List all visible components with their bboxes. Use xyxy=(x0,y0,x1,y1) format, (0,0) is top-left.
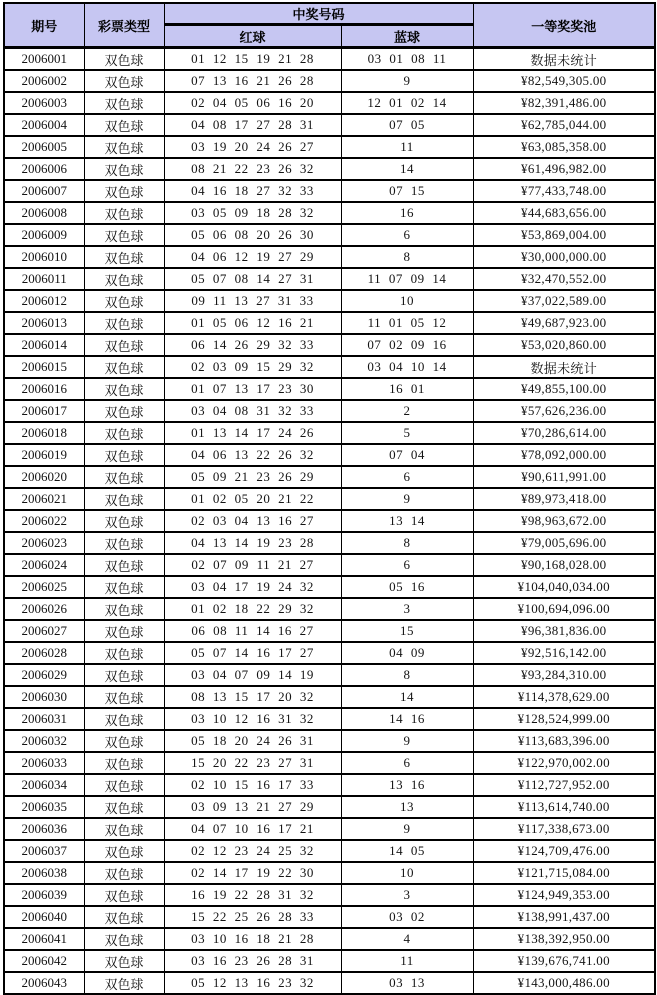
blue-balls-cell: 11 01 05 12 xyxy=(341,312,473,334)
red-balls-cell: 04 08 17 27 28 31 xyxy=(164,114,341,136)
prize-pool-cell: ¥49,687,923.00 xyxy=(473,312,655,334)
red-balls-cell: 15 20 22 23 27 31 xyxy=(164,752,341,774)
lottery-type-cell: 双色球 xyxy=(84,818,164,840)
prize-pool-cell: ¥82,391,486.00 xyxy=(473,92,655,114)
issue-cell: 2006001 xyxy=(4,48,84,71)
table-row xyxy=(4,752,655,774)
lottery-type-cell: 双色球 xyxy=(84,532,164,554)
red-balls-cell: 06 14 26 29 32 33 xyxy=(164,334,341,356)
lottery-type-cell: 双色球 xyxy=(84,774,164,796)
lottery-type-cell: 双色球 xyxy=(84,268,164,290)
red-balls-cell: 05 09 21 23 26 29 xyxy=(164,466,341,488)
red-balls-cell: 02 03 04 13 16 27 xyxy=(164,510,341,532)
red-balls-cell: 16 19 22 28 31 32 xyxy=(164,884,341,906)
prize-pool-cell: ¥124,709,476.00 xyxy=(473,840,655,862)
lottery-type-cell: 双色球 xyxy=(84,686,164,708)
lottery-type-cell: 双色球 xyxy=(84,422,164,444)
lottery-type-cell: 双色球 xyxy=(84,224,164,246)
blue-balls-cell: 9 xyxy=(341,70,473,92)
red-balls-cell: 02 12 23 24 25 32 xyxy=(164,840,341,862)
issue-cell: 2006022 xyxy=(4,510,84,532)
prize-pool-cell: ¥139,676,741.00 xyxy=(473,950,655,972)
table-row xyxy=(4,488,655,510)
prize-pool-cell: ¥117,338,673.00 xyxy=(473,818,655,840)
table-row xyxy=(4,730,655,752)
lottery-type-cell: 双色球 xyxy=(84,576,164,598)
blue-balls-cell: 13 xyxy=(341,796,473,818)
blue-balls-cell: 13 14 xyxy=(341,510,473,532)
red-balls-cell: 06 08 11 14 16 27 xyxy=(164,620,341,642)
prize-pool-cell: ¥32,470,552.00 xyxy=(473,268,655,290)
prize-pool-cell: ¥62,785,044.00 xyxy=(473,114,655,136)
issue-cell: 2006015 xyxy=(4,356,84,378)
issue-cell: 2006037 xyxy=(4,840,84,862)
table-row xyxy=(4,334,655,356)
table-row xyxy=(4,510,655,532)
issue-cell: 2006003 xyxy=(4,92,84,114)
prize-pool-cell: ¥121,715,084.00 xyxy=(473,862,655,884)
prize-pool-cell: ¥96,381,836.00 xyxy=(473,620,655,642)
blue-balls-cell: 14 16 xyxy=(341,708,473,730)
table-header xyxy=(4,3,655,48)
red-balls-cell: 15 22 25 26 28 33 xyxy=(164,906,341,928)
prize-pool-cell: ¥53,869,004.00 xyxy=(473,224,655,246)
table-row xyxy=(4,48,655,71)
lottery-type-cell: 双色球 xyxy=(84,862,164,884)
prize-pool-cell: ¥98,963,672.00 xyxy=(473,510,655,532)
issue-cell: 2006030 xyxy=(4,686,84,708)
blue-balls-cell: 03 04 10 14 xyxy=(341,356,473,378)
prize-pool-cell: ¥78,092,000.00 xyxy=(473,444,655,466)
issue-cell: 2006016 xyxy=(4,378,84,400)
red-balls-cell: 03 04 08 31 32 33 xyxy=(164,400,341,422)
prize-pool-cell: ¥89,973,418.00 xyxy=(473,488,655,510)
red-balls-cell: 04 16 18 27 32 33 xyxy=(164,180,341,202)
prize-pool-cell: ¥113,614,740.00 xyxy=(473,796,655,818)
prize-pool-cell: ¥82,549,305.00 xyxy=(473,70,655,92)
lottery-type-cell: 双色球 xyxy=(84,202,164,224)
lottery-type-cell: 双色球 xyxy=(84,972,164,994)
prize-pool-cell: ¥138,392,950.00 xyxy=(473,928,655,950)
table-row xyxy=(4,400,655,422)
prize-pool-cell: ¥114,378,629.00 xyxy=(473,686,655,708)
red-balls-cell: 02 10 15 16 17 33 xyxy=(164,774,341,796)
table-row xyxy=(4,950,655,972)
table-row xyxy=(4,92,655,114)
red-balls-cell: 02 04 05 06 16 20 xyxy=(164,92,341,114)
red-balls-cell: 07 13 16 21 26 28 xyxy=(164,70,341,92)
table-row xyxy=(4,532,655,554)
prize-pool-cell: ¥30,000,000.00 xyxy=(473,246,655,268)
issue-cell: 2006026 xyxy=(4,598,84,620)
blue-balls-cell: 5 xyxy=(341,422,473,444)
blue-balls-cell: 9 xyxy=(341,818,473,840)
blue-balls-cell: 3 xyxy=(341,884,473,906)
red-balls-cell: 04 13 14 19 23 28 xyxy=(164,532,341,554)
issue-cell: 2006013 xyxy=(4,312,84,334)
red-balls-cell: 05 07 08 14 27 31 xyxy=(164,268,341,290)
issue-cell: 2006023 xyxy=(4,532,84,554)
issue-cell: 2006039 xyxy=(4,884,84,906)
table-row xyxy=(4,708,655,730)
blue-balls-cell: 05 16 xyxy=(341,576,473,598)
issue-cell: 2006002 xyxy=(4,70,84,92)
lottery-type-cell: 双色球 xyxy=(84,334,164,356)
issue-cell: 2006032 xyxy=(4,730,84,752)
lottery-type-cell: 双色球 xyxy=(84,510,164,532)
blue-balls-cell: 4 xyxy=(341,928,473,950)
col-header-blue-balls: 蓝球 xyxy=(341,25,473,48)
red-balls-cell: 04 06 12 19 27 29 xyxy=(164,246,341,268)
lottery-type-cell: 双色球 xyxy=(84,114,164,136)
lottery-type-cell: 双色球 xyxy=(84,708,164,730)
table-body xyxy=(4,48,655,995)
table-row xyxy=(4,686,655,708)
prize-pool-cell: ¥92,516,142.00 xyxy=(473,642,655,664)
table-row xyxy=(4,796,655,818)
red-balls-cell: 04 06 13 22 26 32 xyxy=(164,444,341,466)
blue-balls-cell: 6 xyxy=(341,752,473,774)
table-row xyxy=(4,114,655,136)
prize-pool-cell: ¥112,727,952.00 xyxy=(473,774,655,796)
table-row xyxy=(4,620,655,642)
blue-balls-cell: 2 xyxy=(341,400,473,422)
prize-pool-cell: ¥90,611,991.00 xyxy=(473,466,655,488)
blue-balls-cell: 13 16 xyxy=(341,774,473,796)
blue-balls-cell: 04 09 xyxy=(341,642,473,664)
lottery-type-cell: 双色球 xyxy=(84,840,164,862)
lottery-type-cell: 双色球 xyxy=(84,466,164,488)
red-balls-cell: 01 05 06 12 16 21 xyxy=(164,312,341,334)
table-row xyxy=(4,268,655,290)
prize-pool-cell: ¥128,524,999.00 xyxy=(473,708,655,730)
issue-cell: 2006042 xyxy=(4,950,84,972)
blue-balls-cell: 11 xyxy=(341,136,473,158)
prize-pool-cell: ¥44,683,656.00 xyxy=(473,202,655,224)
red-balls-cell: 02 03 09 15 29 32 xyxy=(164,356,341,378)
issue-cell: 2006021 xyxy=(4,488,84,510)
blue-balls-cell: 16 xyxy=(341,202,473,224)
prize-pool-cell: ¥100,694,096.00 xyxy=(473,598,655,620)
red-balls-cell: 05 18 20 24 26 31 xyxy=(164,730,341,752)
issue-cell: 2006028 xyxy=(4,642,84,664)
table-row xyxy=(4,840,655,862)
table-row xyxy=(4,202,655,224)
red-balls-cell: 01 07 13 17 23 30 xyxy=(164,378,341,400)
lottery-type-cell: 双色球 xyxy=(84,70,164,92)
blue-balls-cell: 3 xyxy=(341,598,473,620)
prize-pool-cell: ¥104,040,034.00 xyxy=(473,576,655,598)
blue-balls-cell: 15 xyxy=(341,620,473,642)
table-row xyxy=(4,884,655,906)
blue-balls-cell: 11 xyxy=(341,950,473,972)
prize-pool-cell: ¥61,496,982.00 xyxy=(473,158,655,180)
lottery-type-cell: 双色球 xyxy=(84,136,164,158)
issue-cell: 2006006 xyxy=(4,158,84,180)
issue-cell: 2006008 xyxy=(4,202,84,224)
table-row xyxy=(4,928,655,950)
table-row xyxy=(4,906,655,928)
issue-cell: 2006010 xyxy=(4,246,84,268)
table-row xyxy=(4,70,655,92)
issue-cell: 2006034 xyxy=(4,774,84,796)
lottery-type-cell: 双色球 xyxy=(84,950,164,972)
red-balls-cell: 05 07 14 16 17 27 xyxy=(164,642,341,664)
prize-pool-cell: ¥93,284,310.00 xyxy=(473,664,655,686)
lottery-type-cell: 双色球 xyxy=(84,730,164,752)
prize-pool-cell: ¥70,286,614.00 xyxy=(473,422,655,444)
blue-balls-cell: 03 02 xyxy=(341,906,473,928)
prize-pool-cell: ¥49,855,100.00 xyxy=(473,378,655,400)
red-balls-cell: 03 10 16 18 21 28 xyxy=(164,928,341,950)
lottery-type-cell: 双色球 xyxy=(84,620,164,642)
issue-cell: 2006018 xyxy=(4,422,84,444)
issue-cell: 2006041 xyxy=(4,928,84,950)
prize-pool-cell: ¥124,949,353.00 xyxy=(473,884,655,906)
issue-cell: 2006031 xyxy=(4,708,84,730)
blue-balls-cell: 6 xyxy=(341,554,473,576)
blue-balls-cell: 14 05 xyxy=(341,840,473,862)
col-header-prize-pool: 一等奖奖池 xyxy=(473,3,655,48)
prize-pool-cell: ¥138,991,437.00 xyxy=(473,906,655,928)
red-balls-cell: 02 14 17 19 22 30 xyxy=(164,862,341,884)
lottery-type-cell: 双色球 xyxy=(84,246,164,268)
table-row xyxy=(4,466,655,488)
red-balls-cell: 01 02 05 20 21 22 xyxy=(164,488,341,510)
blue-balls-cell: 07 15 xyxy=(341,180,473,202)
red-balls-cell: 01 12 15 19 21 28 xyxy=(164,48,341,71)
issue-cell: 2006027 xyxy=(4,620,84,642)
issue-cell: 2006036 xyxy=(4,818,84,840)
table-row xyxy=(4,378,655,400)
issue-cell: 2006014 xyxy=(4,334,84,356)
table-row xyxy=(4,598,655,620)
red-balls-cell: 05 12 13 16 23 32 xyxy=(164,972,341,994)
blue-balls-cell: 03 01 08 11 xyxy=(341,48,473,71)
blue-balls-cell: 07 02 09 16 xyxy=(341,334,473,356)
issue-cell: 2006019 xyxy=(4,444,84,466)
red-balls-cell: 02 07 09 11 21 27 xyxy=(164,554,341,576)
blue-balls-cell: 10 xyxy=(341,290,473,312)
lottery-type-cell: 双色球 xyxy=(84,92,164,114)
prize-pool-cell: ¥77,433,748.00 xyxy=(473,180,655,202)
table-row xyxy=(4,576,655,598)
blue-balls-cell: 9 xyxy=(341,730,473,752)
red-balls-cell: 03 09 13 21 27 29 xyxy=(164,796,341,818)
lottery-type-cell: 双色球 xyxy=(84,554,164,576)
blue-balls-cell: 8 xyxy=(341,664,473,686)
lottery-results-table xyxy=(3,2,656,995)
prize-pool-cell: ¥113,683,396.00 xyxy=(473,730,655,752)
issue-cell: 2006011 xyxy=(4,268,84,290)
lottery-type-cell: 双色球 xyxy=(84,290,164,312)
prize-pool-cell: ¥79,005,696.00 xyxy=(473,532,655,554)
lottery-type-cell: 双色球 xyxy=(84,598,164,620)
red-balls-cell: 09 11 13 27 31 33 xyxy=(164,290,341,312)
lottery-type-cell: 双色球 xyxy=(84,48,164,71)
issue-cell: 2006017 xyxy=(4,400,84,422)
table-row xyxy=(4,246,655,268)
blue-balls-cell: 03 13 xyxy=(341,972,473,994)
issue-cell: 2006038 xyxy=(4,862,84,884)
red-balls-cell: 01 02 18 22 29 32 xyxy=(164,598,341,620)
lottery-type-cell: 双色球 xyxy=(84,180,164,202)
col-header-lottery-type: 彩票类型 xyxy=(84,3,164,48)
table-row xyxy=(4,664,655,686)
red-balls-cell: 03 05 09 18 28 32 xyxy=(164,202,341,224)
lottery-type-cell: 双色球 xyxy=(84,906,164,928)
issue-cell: 2006024 xyxy=(4,554,84,576)
issue-cell: 2006007 xyxy=(4,180,84,202)
prize-pool-cell: ¥122,970,002.00 xyxy=(473,752,655,774)
issue-cell: 2006020 xyxy=(4,466,84,488)
lottery-type-cell: 双色球 xyxy=(84,378,164,400)
lottery-type-cell: 双色球 xyxy=(84,928,164,950)
table-row xyxy=(4,312,655,334)
blue-balls-cell: 14 xyxy=(341,686,473,708)
prize-pool-cell: 数据未统计 xyxy=(473,48,655,71)
blue-balls-cell: 9 xyxy=(341,488,473,510)
issue-cell: 2006009 xyxy=(4,224,84,246)
blue-balls-cell: 10 xyxy=(341,862,473,884)
table-row xyxy=(4,554,655,576)
table-row xyxy=(4,422,655,444)
lottery-type-cell: 双色球 xyxy=(84,664,164,686)
lottery-type-cell: 双色球 xyxy=(84,642,164,664)
table-row xyxy=(4,136,655,158)
red-balls-cell: 04 07 10 16 17 21 xyxy=(164,818,341,840)
red-balls-cell: 01 13 14 17 24 26 xyxy=(164,422,341,444)
blue-balls-cell: 6 xyxy=(341,224,473,246)
prize-pool-cell: ¥90,168,028.00 xyxy=(473,554,655,576)
issue-cell: 2006004 xyxy=(4,114,84,136)
issue-cell: 2006033 xyxy=(4,752,84,774)
blue-balls-cell: 8 xyxy=(341,246,473,268)
prize-pool-cell: ¥57,626,236.00 xyxy=(473,400,655,422)
lottery-type-cell: 双色球 xyxy=(84,356,164,378)
prize-pool-cell: 数据未统计 xyxy=(473,356,655,378)
red-balls-cell: 03 04 07 09 14 19 xyxy=(164,664,341,686)
issue-cell: 2006043 xyxy=(4,972,84,994)
blue-balls-cell: 12 01 02 14 xyxy=(341,92,473,114)
table-row xyxy=(4,158,655,180)
blue-balls-cell: 8 xyxy=(341,532,473,554)
lottery-type-cell: 双色球 xyxy=(84,400,164,422)
table-row xyxy=(4,774,655,796)
table-row xyxy=(4,180,655,202)
prize-pool-cell: ¥143,000,486.00 xyxy=(473,972,655,994)
blue-balls-cell: 6 xyxy=(341,466,473,488)
col-header-issue: 期号 xyxy=(4,3,84,48)
lottery-type-cell: 双色球 xyxy=(84,796,164,818)
issue-cell: 2006035 xyxy=(4,796,84,818)
red-balls-cell: 05 06 08 20 26 30 xyxy=(164,224,341,246)
issue-cell: 2006005 xyxy=(4,136,84,158)
blue-balls-cell: 16 01 xyxy=(341,378,473,400)
prize-pool-cell: ¥63,085,358.00 xyxy=(473,136,655,158)
prize-pool-cell: ¥53,020,860.00 xyxy=(473,334,655,356)
table-row xyxy=(4,818,655,840)
lottery-type-cell: 双色球 xyxy=(84,444,164,466)
lottery-type-cell: 双色球 xyxy=(84,312,164,334)
col-header-winning-numbers: 中奖号码 xyxy=(164,3,473,25)
table-row xyxy=(4,862,655,884)
red-balls-cell: 03 19 20 24 26 27 xyxy=(164,136,341,158)
issue-cell: 2006029 xyxy=(4,664,84,686)
red-balls-cell: 08 21 22 23 26 32 xyxy=(164,158,341,180)
blue-balls-cell: 07 05 xyxy=(341,114,473,136)
red-balls-cell: 03 04 17 19 24 32 xyxy=(164,576,341,598)
red-balls-cell: 08 13 15 17 20 32 xyxy=(164,686,341,708)
lottery-type-cell: 双色球 xyxy=(84,752,164,774)
blue-balls-cell: 14 xyxy=(341,158,473,180)
table-row xyxy=(4,224,655,246)
lottery-type-cell: 双色球 xyxy=(84,158,164,180)
blue-balls-cell: 11 07 09 14 xyxy=(341,268,473,290)
table-row xyxy=(4,444,655,466)
lottery-type-cell: 双色球 xyxy=(84,488,164,510)
issue-cell: 2006040 xyxy=(4,906,84,928)
table-row xyxy=(4,356,655,378)
table-row xyxy=(4,642,655,664)
red-balls-cell: 03 10 12 16 31 32 xyxy=(164,708,341,730)
prize-pool-cell: ¥37,022,589.00 xyxy=(473,290,655,312)
red-balls-cell: 03 16 23 26 28 31 xyxy=(164,950,341,972)
table-row xyxy=(4,290,655,312)
lottery-type-cell: 双色球 xyxy=(84,884,164,906)
blue-balls-cell: 07 04 xyxy=(341,444,473,466)
col-header-red-balls: 红球 xyxy=(164,25,341,48)
issue-cell: 2006012 xyxy=(4,290,84,312)
issue-cell: 2006025 xyxy=(4,576,84,598)
